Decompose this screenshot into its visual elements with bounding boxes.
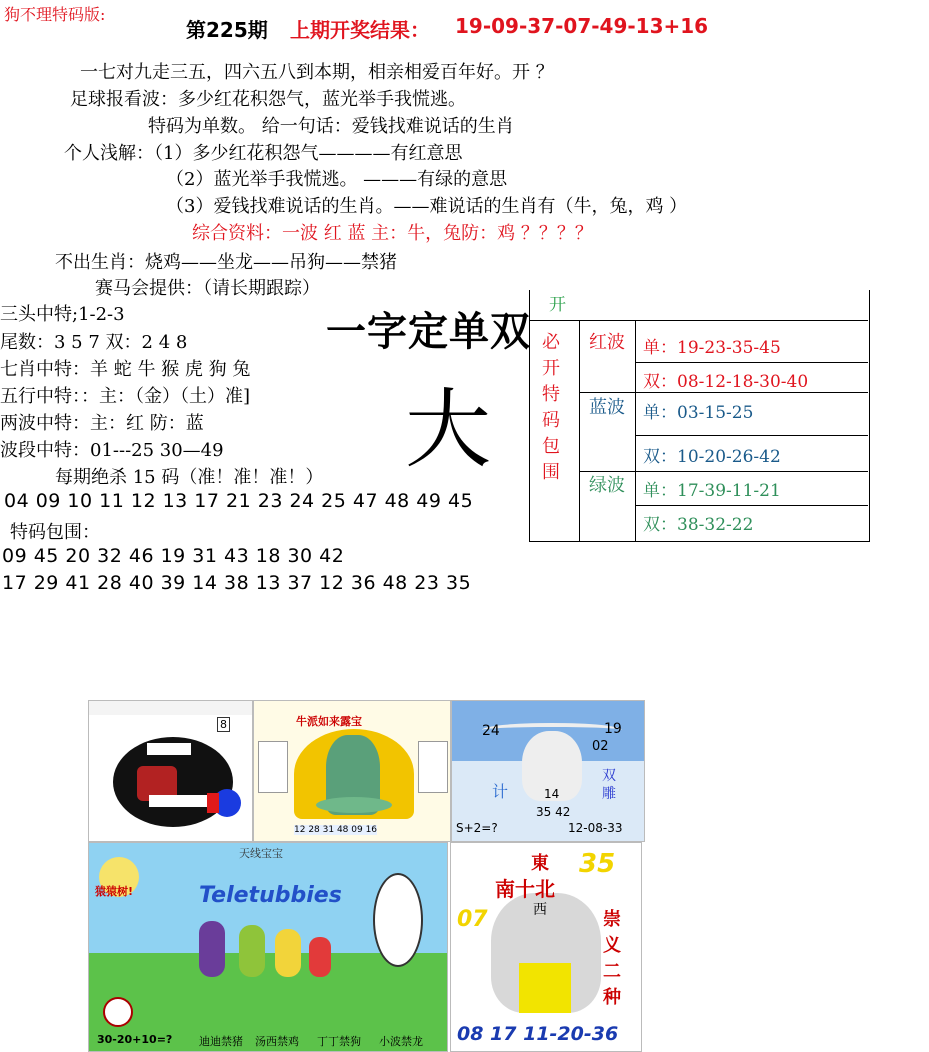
poem-line-6: （3）爱钱找难说话的生肖。——难说话的生肖有（牛，兔，鸡 ） [166,196,688,217]
stat-zodiac: 七肖中特：羊 蛇 牛 猴 虎 狗 兔 [0,359,251,380]
tile-3-formula: S+2=? [456,821,498,835]
image-tile-3 [451,700,645,842]
poem-line-1: 一七对九走三五，四六五八到本期，相亲相爱百年好。开 ？ [80,62,554,83]
poem-line-8: 不出生肖：烧鸡——坐龙——吊狗——禁猪 [55,252,397,273]
tile-4-title: Teletubbies [199,883,342,908]
issue-number: 第225期 [186,18,268,42]
image-tile-2 [253,700,451,842]
poem-line-3: 特码为单数。 给一句话：爱钱找难说话的生肖 [148,116,514,137]
tile-4-formula: 30-20+10=? [97,1033,173,1046]
stat-kill-numbers: 04 09 10 11 12 13 17 21 23 24 25 47 48 49 45 [4,490,474,512]
red-even: 双：08-12-18-30-40 [643,372,809,392]
stat-head: 三头中特;1-2-3 [0,304,125,325]
tile-5-side-text: 崇义二种 [603,909,621,1008]
one-char-answer: 大 [405,380,491,480]
tile-3-label: 计 [492,782,509,801]
green-wave-label: 绿波 [589,475,625,496]
one-char-title: 一字定单双 [326,309,531,355]
tile-3-number-d: 14 [544,787,560,801]
stat-surround-label: 特码包围： [10,522,100,543]
green-odd: 单：17-39-11-21 [643,481,781,501]
tile-1-number: 8 [217,717,230,732]
stat-surround-row-2: 17 29 41 28 40 39 14 38 13 37 12 36 48 23 35 [2,572,472,594]
stat-range: 波段中特：01---25 30—49 [0,440,224,461]
tile-5-nsew: 南十北 [495,877,555,901]
tile-2-title: 牛派如来露宝 [296,715,362,728]
package-table [529,290,869,542]
tile-5-east: 東 [531,853,549,874]
tile-5-west: 西 [533,902,547,918]
tile-4-word-1: 迪迪禁猪 [199,1035,243,1048]
package-header: 开 [549,295,566,315]
green-even: 双：38-32-22 [643,515,754,535]
tile-3-number-f: 12-08-33 [568,821,623,835]
red-odd: 单：19-23-35-45 [643,338,781,358]
stat-wave: 两波中特：主：红 防：蓝 [0,413,204,434]
image-tile-4 [88,842,448,1052]
last-result-label: 上期开奖结果： [290,18,430,42]
tile-5-number: 07 [457,907,488,932]
tile-4-word-2: 汤西禁鸡 [255,1035,299,1048]
brand-label: 狗不理特码版: [4,5,106,24]
tile-4-subtitle: 天线宝宝 [239,847,283,860]
tile-3-number-a: 24 [482,723,500,739]
tile-4-word-3: 丁丁禁狗 [317,1035,361,1048]
tile-3-number-c: 02 [592,739,609,754]
tile-5-big-number: 35 [579,849,616,879]
stat-surround-row-1: 09 45 20 32 46 19 31 43 18 30 42 [2,545,345,567]
red-wave-label: 红波 [589,332,625,353]
poem-line-7: 综合资料：一波 红 蓝 主：牛，兔防：鸡 ？？？？ [192,223,593,244]
stat-element: 五行中特：：主：（金）（土）准] [0,386,251,407]
blue-odd: 单：03-15-25 [643,403,754,423]
blue-wave-label: 蓝波 [589,397,625,418]
last-result-numbers: 19-09-37-07-49-13+16 [455,14,709,38]
tile-5-bottom-numbers: 08 17 11-20-36 [457,1023,619,1045]
poem-line-9: 赛马会提供：（请长期跟踪） [95,278,320,299]
tile-4-badge: 猿猿树! [95,885,134,898]
poem-line-4: 个人浅解：（1）多少红花积怨气————有红意思 [64,143,463,164]
image-tile-5 [450,842,642,1052]
tile-2-numbers: 12 28 31 48 09 16 [294,825,378,835]
stat-kill-label: 每期绝杀 15 码（准！准！准！） [55,467,324,488]
tile-3-side: 双雕 [602,768,616,802]
package-side-label: 必开特码包围 [542,332,560,483]
poem-line-2: 足球报看波：多少红花积怨气，蓝光举手我慌逃。 [70,89,466,110]
stat-tail: 尾数：3 5 7 双：2 4 8 [0,332,188,353]
tile-4-word-4: 小波禁龙 [379,1035,423,1048]
blue-even: 双：10-20-26-42 [643,447,781,467]
poem-line-5: （2）蓝光举手我慌逃。 ———有绿的意思 [166,169,508,190]
tile-3-number-b: 19 [604,721,622,737]
image-tile-1 [88,700,253,842]
tile-3-number-e: 35 42 [536,805,571,819]
